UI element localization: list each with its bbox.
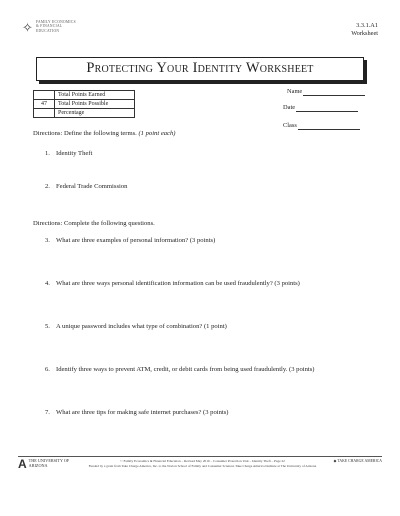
directions-complete [33, 220, 155, 228]
class-label: Class [283, 122, 297, 129]
document-type: Worksheet [351, 30, 378, 37]
points-row [34, 91, 135, 100]
partner-logo-icon: ◆ [333, 459, 338, 463]
item-text: Identity Theft [56, 150, 93, 157]
percentage-value [34, 109, 55, 118]
item-number: 2. [45, 183, 50, 190]
points-table [33, 90, 135, 118]
feffe-logo-icon: ✧ [22, 20, 33, 35]
item-text: Federal Trade Commission [56, 183, 128, 190]
list-item [45, 183, 127, 191]
name-field[interactable] [287, 88, 365, 96]
item-text: Identify three ways to prevent ATM, credit, or debit cards from being used fraudulently. (3 points) [56, 366, 315, 373]
list-item [45, 323, 227, 331]
directions-define-points: (1 point each) [138, 130, 176, 137]
date-line[interactable] [296, 104, 358, 112]
university-logo [18, 459, 78, 469]
footer-copyright: © Family Economics & Financial Education – Revised May 2010 – Consumer Protection Unit – Identity Theft – Page 22 [120, 459, 285, 463]
item-text: What are three ways personal identification information can be used fraudulently? (3 points) [56, 280, 300, 287]
item-text: What are three examples of personal information? (3 points) [56, 237, 216, 244]
item-number: 5. [45, 323, 50, 330]
directions-define-text: Directions: Define the following terms. [33, 130, 137, 137]
item-text: A unique password includes what type of combination? (1 point) [56, 323, 227, 330]
list-item [45, 366, 315, 374]
document-id [351, 22, 378, 38]
points-row [34, 100, 135, 109]
list-item [45, 150, 92, 158]
footer-funding: Funded by a grant from Take Charge America, Inc. to the Norton School of Family and Consumer Sciences Take Charge America Institute at The University of Arizona [88, 463, 317, 468]
item-number: 3. [45, 237, 50, 244]
class-field[interactable] [283, 122, 360, 130]
partner-logo [322, 459, 382, 464]
partner-name: TAKE CHARGE AMERICA [337, 459, 382, 463]
list-item [45, 280, 300, 288]
points-possible-label: Total Points Possible [55, 100, 135, 109]
name-line[interactable] [303, 88, 365, 96]
document-number: 3.3.1.A1 [356, 22, 378, 29]
item-number: 7. [45, 409, 50, 416]
directions-define [33, 130, 175, 138]
page-title: Protecting Your Identity Worksheet [36, 57, 364, 81]
item-text: What are three tips for making safe internet purchases? (3 points) [56, 409, 229, 416]
university-name: THE UNIVERSITY OF ARIZONA [28, 458, 70, 468]
item-number: 1. [45, 150, 50, 157]
percentage-label: Percentage [55, 109, 135, 118]
date-label: Date [283, 104, 296, 111]
item-number: 4. [45, 280, 50, 287]
name-label: Name [287, 88, 303, 95]
list-item [45, 409, 228, 417]
date-field[interactable] [283, 104, 358, 112]
points-row [34, 109, 135, 118]
item-number: 6. [45, 366, 50, 373]
directions-complete-text: Directions: Complete the following questions. [33, 220, 155, 227]
points-earned-value [34, 91, 55, 100]
university-a-icon: A [18, 457, 27, 471]
footer-divider [18, 456, 382, 457]
class-line[interactable] [298, 122, 360, 130]
points-earned-label: Total Points Earned [55, 91, 135, 100]
list-item [45, 237, 215, 245]
points-possible-value: 47 [34, 100, 55, 109]
footer-text [85, 459, 320, 468]
feffe-logo-text: FAMILY ECONOMICS & FINANCIAL EDUCATION [36, 20, 76, 33]
